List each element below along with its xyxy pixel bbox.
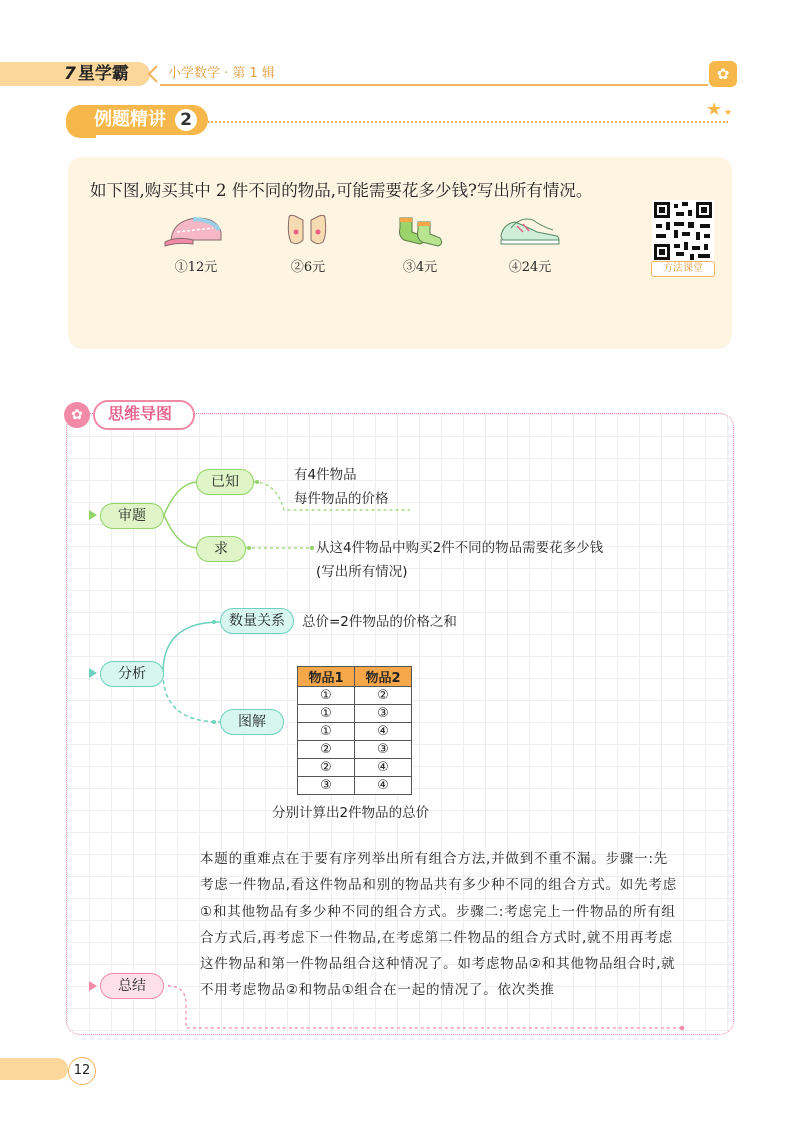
table-cell: ② — [355, 687, 412, 705]
star-icon: ★ — [706, 99, 723, 120]
node-review: 审题 — [100, 503, 164, 529]
small-star-icon: ★ — [724, 108, 733, 118]
item-label: ②6元 — [290, 260, 326, 275]
item-label: ③4元 — [402, 260, 438, 275]
ask-line-2: (写出所有情况) — [316, 564, 408, 580]
relation-text: 总价=2件物品的价格之和 — [302, 614, 457, 630]
mindmap-title: 思维导图 — [108, 404, 173, 423]
node-diagram: 图解 — [220, 709, 284, 735]
table-row — [298, 723, 412, 741]
section-title: 例题精讲 — [94, 109, 166, 130]
node-summary: 总结 — [100, 973, 164, 999]
header-subtitle: 小学数学 · 第 1 辑 — [168, 66, 275, 81]
table-cell: ② — [298, 759, 355, 777]
diagram-caption: 分别计算出2件物品的总价 — [272, 805, 430, 821]
node-known: 已知 — [196, 469, 254, 495]
summary-text: 本题的重难点在于要有序列举出所有组合方法,并做到不重不漏。步骤一:先考虑一件物品,看这件物品和别的物品共有多少种不同的组合方式。如先考虑①和其他物品有多少种不同的组合方式。步骤二:考虑完上一件物品的所有组合方式后,再考虑下一件物品,在考虑第二件物品的组合方式时,就不用再考虑这件物品和第一件物品组合这种情况了。如考虑物品②和其他物品组合时,就不用考虑物品②和物品①组合在一起的情况了。依次类推 — [200, 851, 677, 999]
item-label: ①12元 — [174, 260, 218, 275]
ask-line-1: 从这4件物品中购买2件不同的物品需要花多少钱 — [316, 540, 604, 556]
table-row — [298, 777, 412, 795]
node-relation: 数量关系 — [220, 608, 294, 634]
known-line-2: 每件物品的价格 — [294, 491, 389, 507]
flower-icon: ✿ — [64, 402, 90, 428]
table-cell: ① — [298, 723, 355, 741]
page-number: 12 — [68, 1057, 96, 1085]
table-cell: ④ — [355, 777, 412, 795]
qr-label: 方法课堂 — [651, 261, 715, 277]
table-row — [298, 705, 412, 723]
question-text: 如下图,购买其中 2 件不同的物品,可能需要花多少钱?写出所有情况。 — [90, 181, 593, 200]
table-cell: ④ — [355, 759, 412, 777]
node-analysis: 分析 — [100, 661, 164, 687]
table-header: 物品1 — [298, 667, 355, 687]
table-cell: ① — [298, 705, 355, 723]
table-header: 物品2 — [355, 667, 412, 687]
brand-title: 7 星学霸 — [64, 64, 129, 84]
table-cell: ① — [298, 687, 355, 705]
table-row — [298, 759, 412, 777]
table-row — [298, 687, 412, 705]
item-label: ④24元 — [508, 260, 552, 275]
known-line-1: 有4件物品 — [294, 467, 357, 483]
arrow-icon — [89, 510, 97, 520]
node-ask: 求 — [196, 536, 246, 562]
page-tab — [0, 1058, 68, 1080]
combination-table — [297, 666, 412, 795]
table-row — [298, 741, 412, 759]
arrow-icon — [89, 981, 97, 991]
table-cell: ③ — [355, 705, 412, 723]
arrow-icon — [89, 668, 97, 678]
table-cell: ③ — [355, 741, 412, 759]
table-cell: ③ — [298, 777, 355, 795]
section-number: 2 — [175, 109, 197, 131]
table-cell: ④ — [355, 723, 412, 741]
table-header-row — [298, 667, 412, 687]
tree-icon: ✿ — [709, 61, 737, 87]
table-cell: ② — [298, 741, 355, 759]
